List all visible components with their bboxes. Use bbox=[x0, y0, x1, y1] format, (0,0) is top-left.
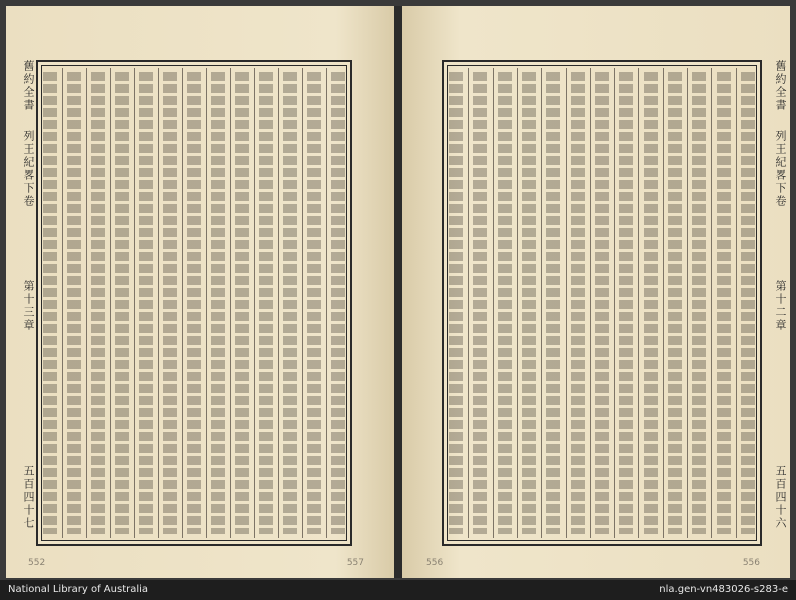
pencil-mark: 552 bbox=[28, 558, 46, 568]
column-rule bbox=[254, 68, 255, 538]
text-column bbox=[91, 72, 105, 534]
text-column bbox=[187, 72, 201, 534]
text-column bbox=[283, 72, 297, 534]
text-column bbox=[546, 72, 560, 534]
text-column bbox=[692, 72, 706, 534]
column-rule bbox=[663, 68, 664, 538]
text-column bbox=[571, 72, 585, 534]
text-column bbox=[331, 72, 345, 534]
column-rule bbox=[86, 68, 87, 538]
item-identifier: nla.gen-vn483026-s283-e bbox=[659, 584, 788, 595]
text-frame bbox=[442, 60, 762, 546]
right-page bbox=[402, 6, 790, 578]
chapter-number: 第十三章 bbox=[22, 280, 35, 332]
column-rule bbox=[230, 68, 231, 538]
text-column bbox=[139, 72, 153, 534]
text-column bbox=[473, 72, 487, 534]
column-rule bbox=[493, 68, 494, 538]
chapter-title: 列王紀畧下卷 bbox=[22, 130, 35, 208]
text-column bbox=[235, 72, 249, 534]
attribution-bar bbox=[0, 580, 796, 600]
book-title: 舊約全書 bbox=[22, 60, 35, 112]
text-column bbox=[668, 72, 682, 534]
side-header bbox=[8, 60, 36, 542]
book-title: 舊約全書 bbox=[774, 60, 787, 112]
page-number: 五百四十七 bbox=[22, 465, 35, 530]
column-rule bbox=[326, 68, 327, 538]
text-column bbox=[644, 72, 658, 534]
column-rule bbox=[110, 68, 111, 538]
column-rule bbox=[614, 68, 615, 538]
column-rule bbox=[206, 68, 207, 538]
column-rule bbox=[278, 68, 279, 538]
book-spread bbox=[6, 6, 790, 578]
text-column bbox=[259, 72, 273, 534]
column-rule bbox=[158, 68, 159, 538]
column-rule bbox=[468, 68, 469, 538]
pencil-mark: 556 bbox=[426, 558, 444, 568]
pencil-mark: 557 bbox=[346, 558, 364, 568]
text-column bbox=[67, 72, 81, 534]
text-column bbox=[211, 72, 225, 534]
column-rule bbox=[711, 68, 712, 538]
chapter-number: 第十二章 bbox=[774, 280, 787, 332]
column-rule bbox=[736, 68, 737, 538]
column-rule bbox=[541, 68, 542, 538]
text-column bbox=[619, 72, 633, 534]
column-rule bbox=[590, 68, 591, 538]
column-rule bbox=[182, 68, 183, 538]
text-column bbox=[522, 72, 536, 534]
text-column bbox=[498, 72, 512, 534]
column-rule bbox=[62, 68, 63, 538]
side-header bbox=[760, 60, 788, 542]
page-number: 五百四十六 bbox=[774, 465, 787, 530]
column-rule bbox=[517, 68, 518, 538]
text-column bbox=[449, 72, 463, 534]
column-rule bbox=[566, 68, 567, 538]
text-column bbox=[43, 72, 57, 534]
pencil-mark: 556 bbox=[742, 558, 760, 568]
chapter-title: 列王紀畧下卷 bbox=[774, 130, 787, 208]
text-column bbox=[115, 72, 129, 534]
text-column bbox=[307, 72, 321, 534]
column-rule bbox=[134, 68, 135, 538]
text-column bbox=[741, 72, 755, 534]
text-frame bbox=[36, 60, 352, 546]
text-column bbox=[717, 72, 731, 534]
left-page bbox=[6, 6, 394, 578]
text-column bbox=[595, 72, 609, 534]
column-rule bbox=[302, 68, 303, 538]
text-column bbox=[163, 72, 177, 534]
library-name: National Library of Australia bbox=[8, 584, 149, 595]
column-rule bbox=[687, 68, 688, 538]
column-rule bbox=[638, 68, 639, 538]
